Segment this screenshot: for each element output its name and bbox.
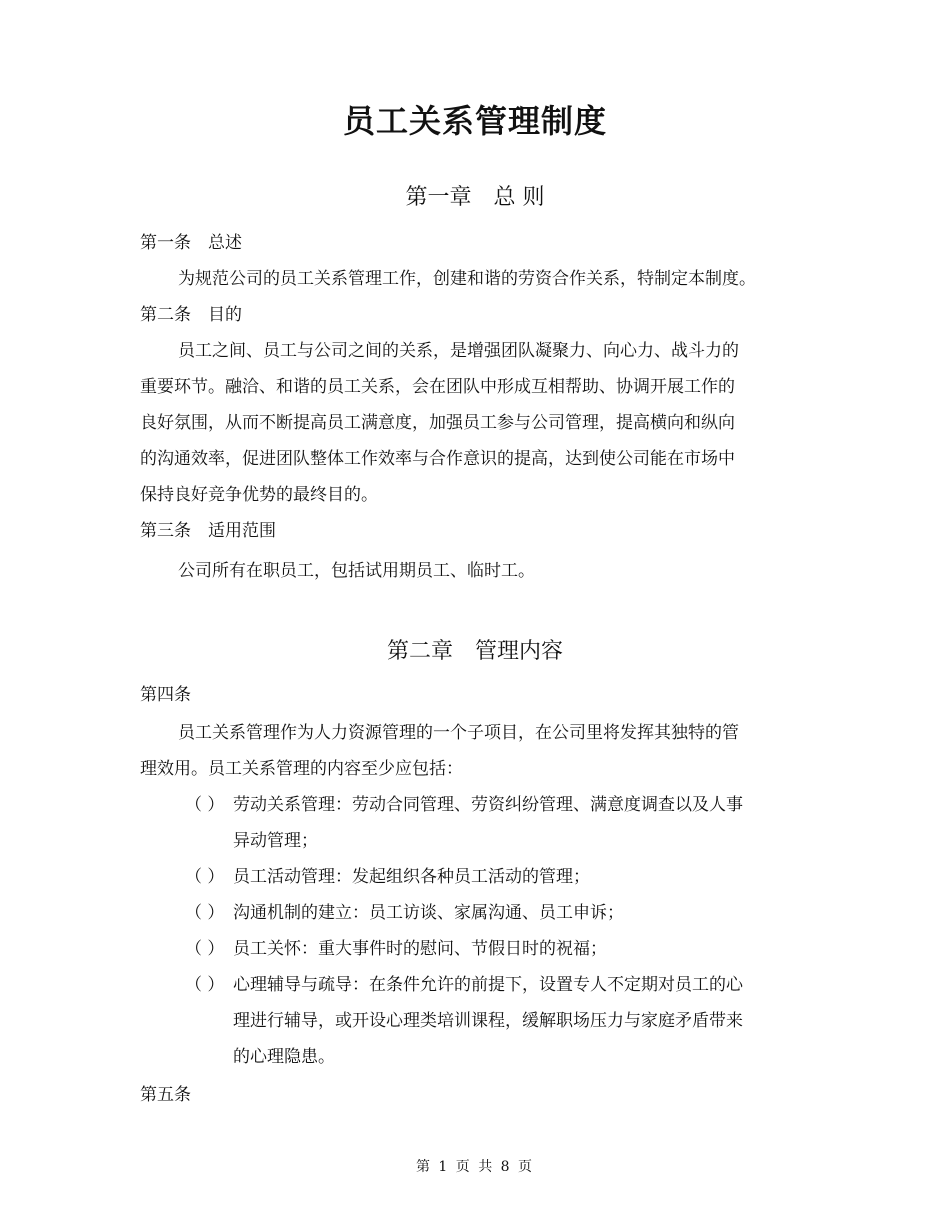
article-2-line: 良好氛围，从而不断提高员工满意度，加强员工参与公司管理，提高横向和纵向 [140,413,735,433]
article-3-body: 公司所有在职员工，包括试用期员工、临时工。 [178,561,535,581]
article-2-line: 的沟通效率，促进团队整体工作效率与合作意识的提高，达到使公司能在市场中 [140,449,735,469]
list-item-text: 心理辅导与疏导：在条件允许的前提下，设置专人不定期对员工的心 [233,975,743,995]
list-item-marker: （ ） [185,903,225,923]
article-2-line: 保持良好竞争优势的最终目的。 [140,485,378,505]
page-footer: 第 1 页 共 8 页 [415,1159,535,1175]
article-2-line: 重要环节。融洽、和谐的员工关系，会在团队中形成互相帮助、协调开展工作的 [140,377,735,397]
article-2-line: 员工之间、员工与公司之间的关系，是增强团队凝聚力、向心力、战斗力的 [178,341,739,361]
list-item-marker: （ ） [185,939,225,959]
document-title: 员工关系管理制度 [342,102,607,140]
article-2-label: 第二条 目的 [140,305,242,325]
list-item-marker: （ ） [185,975,225,995]
article-4-line: 员工关系管理作为人力资源管理的一个子项目，在公司里将发挥其独特的管 [178,723,739,743]
article-3-label: 第三条 适用范围 [140,521,276,541]
list-item-text: 沟通机制的建立：员工访谈、家属沟通、员工申诉； [233,903,624,923]
article-5-label: 第五条 [140,1085,191,1105]
article-1-body: 为规范公司的员工关系管理工作，创建和谐的劳资合作关系，特制定本制度。 [178,269,756,289]
list-item-text: 理进行辅导，或开设心理类培训课程，缓解职场压力与家庭矛盾带来 [233,1011,743,1031]
article-4-line: 理效用。员工关系管理的内容至少应包括： [140,759,463,779]
article-1-label: 第一条 总述 [140,233,242,253]
list-item-text: 员工关怀：重大事件时的慰问、节假日时的祝福； [233,939,607,959]
list-item-text: 员工活动管理：发起组织各种员工活动的管理； [233,867,590,887]
list-item-marker: （ ） [185,795,225,815]
article-4-label: 第四条 [140,685,191,705]
list-item-text: 异动管理； [233,831,318,851]
list-item-text: 劳动关系管理：劳动合同管理、劳资纠纷管理、满意度调查以及人事 [233,795,743,815]
list-item-marker: （ ） [185,867,225,887]
chapter-1-heading: 第一章 总 则 [405,185,545,210]
chapter-2-heading: 第二章 管理内容 [386,639,563,664]
list-item-text: 的心理隐患。 [233,1047,335,1067]
